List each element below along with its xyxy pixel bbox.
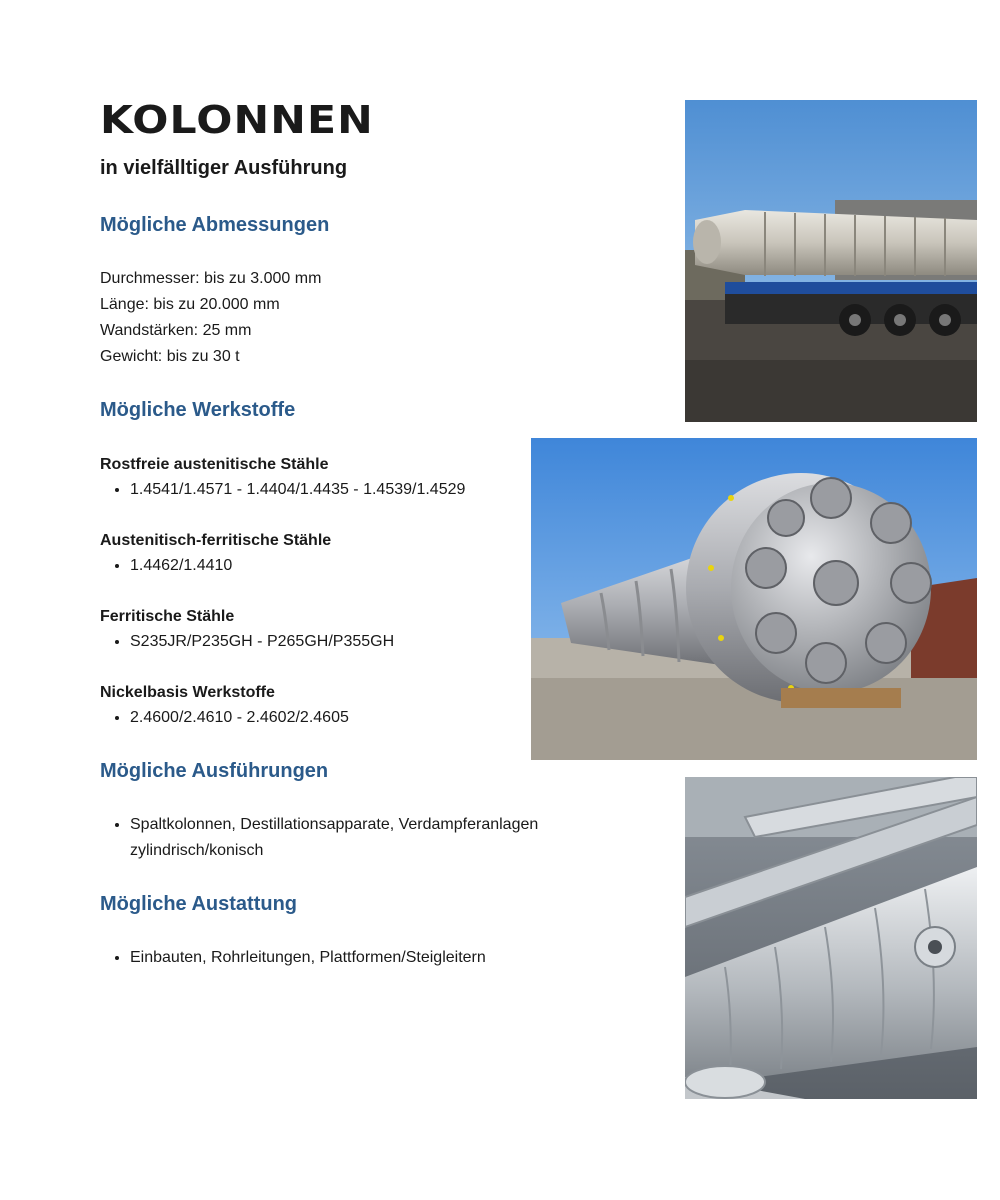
material-list-duplex [100,553,232,579]
material-list-ferritic [100,629,394,655]
material-group-austenitic: Rostfreie austenitische Stähle [100,456,329,473]
list-item: • Spaltkolonnen, Destillationsapparate, Verdampferanlagen zylindrisch/konisch [130,812,590,864]
list-item: • 1.4541/1.4571 - 1.4404/1.4435 - 1.4539/1.4529 [130,477,465,503]
heading-ausfuehrungen: Mögliche Ausführungen [100,760,329,782]
heading-werkstoffe: Mögliche Werkstoffe [100,399,296,421]
column-in-hall-photo [685,777,977,1099]
material-list-nickel [100,705,349,731]
list-item: • S235JR/P235GH - P265GH/P355GH [130,629,394,655]
material-group-ferritic: Ferritische Stähle [100,608,235,625]
heading-abmessungen: Mögliche Abmessungen [100,214,330,236]
ausstattung-list [100,945,486,971]
column-on-trailer-photo [685,100,977,422]
column-with-nozzles-photo [531,438,977,760]
list-item: • 2.4600/2.4610 - 2.4602/2.4605 [130,705,349,731]
material-group-duplex: Austenitisch-ferritische Stähle [100,532,332,549]
material-list-austenitic [100,477,465,503]
dimension-weight: Gewicht: bis zu 30 t [100,348,240,365]
page-subtitle: in vielfälltiger Ausführung [100,157,348,179]
ausfuehrungen-list [100,812,590,864]
heading-ausstattung: Mögliche Austattung [100,893,298,915]
dimension-wall-thickness: Wandstärken: 25 mm [100,322,252,339]
page-title: KOLONNEN [100,98,374,142]
dimension-length: Länge: bis zu 20.000 mm [100,296,280,313]
material-group-nickel: Nickelbasis Werkstoffe [100,684,275,701]
dimension-diameter: Durchmesser: bis zu 3.000 mm [100,270,322,287]
list-item: • 1.4462/1.4410 [130,553,232,579]
list-item: • Einbauten, Rohrleitungen, Plattformen/Steigleitern [130,945,486,971]
